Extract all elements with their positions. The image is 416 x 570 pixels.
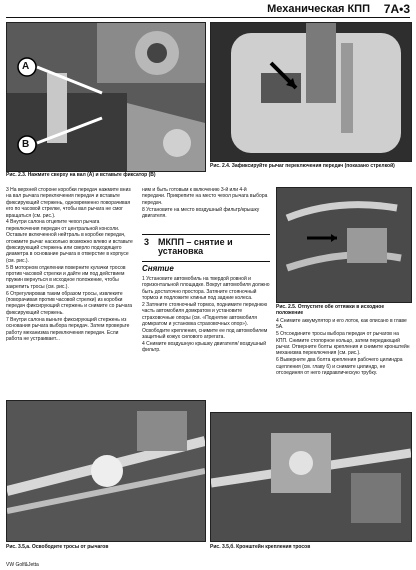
photo-fig-3-5b xyxy=(210,412,412,542)
paragraph: 5 Отсоедините тросы выбора передач от рычагов на КПП. Снимите стопорное кольцо, затем передающий рычаг. Отверните болты крепления и снимите кронштейн механизма переключения (см. рис.). xyxy=(276,331,410,357)
section-title: МКПП – снятие и установка xyxy=(158,237,233,256)
section-number: 3 xyxy=(144,237,150,247)
photo-fig-2-4 xyxy=(210,22,412,162)
paragraph: ним и быть готовым к включению 3-й или 4-й передачи. Прикрепите на место чехол рычага выбора передач. xyxy=(142,187,268,206)
paragraph: 7 Внутри салона выньте фиксирующий стержень из основания рычага выбора передач. Затем проверьте работу механизма переключения передач. Если работа не устраивает... xyxy=(6,316,130,342)
paragraph: 4 Снимите воздушную крышку двигателя/ воздушный фильтр. xyxy=(142,340,267,354)
caption-fig-2-5: Рис. 2.5. Отпустите обе оттяжки в исходное положение xyxy=(276,304,385,316)
subsection-title: Снятие xyxy=(142,264,174,273)
caption-fig-3-5a: Рис. 3.5,а. Освободите тросы от рычагов xyxy=(6,544,109,550)
photo-fig-3-5a xyxy=(6,400,206,542)
paragraph: 4 Внутри салона отцепите чехол рычага переключения передач от центральной консоли. Оставьте включенной нейтраль в коробке передач, отожмите рычаг насколько возможно влево и вставьте фиксирующий стержень или сверло подходящего диаметра в основание рычага в отверстие в корпусе (см. рис.). xyxy=(6,219,133,264)
page-number: 7А•3 xyxy=(383,2,410,16)
text-column-2-after xyxy=(142,276,270,354)
footer-text: VW Golf&Jetta xyxy=(6,562,39,568)
text-column-2 xyxy=(142,187,270,220)
paragraph: 1 Установите автомобиль на твердой ровной и горизонтальной площадке. Вокруг автомобиля должно быть достаточно простора. Затяните стояночный тормоз и подложите клинья под задние колеса. xyxy=(142,276,270,302)
text-column-3 xyxy=(276,318,410,377)
paragraph: 8 Установите на место воздушный фильтр/крышку двигателя. xyxy=(142,206,260,220)
label-b: B xyxy=(22,139,30,150)
text-column-1 xyxy=(6,187,134,343)
paragraph: 4 Снимите аккумулятор и его лоток, как описано в главе 5А. xyxy=(276,318,407,331)
photo-fig-2-3 xyxy=(6,22,206,172)
paragraph: 3 На верхней стороне коробки передач нажмите вниз на вал рычага переключения передач и вставьте фиксирующий стержень, одновременно поворачивая его по часовой стрелке, чтобы вал рычага не смог вращаться (см. рис.). xyxy=(6,187,131,219)
paragraph: 6 Отрегулировав таким образом тросы, извлеките (поворачивая против часовой стрелки) из коробки передач фиксирующий стержень и снимите со рычага фиксирующий стержень. xyxy=(6,290,133,316)
section-title: Механическая КПП xyxy=(267,3,370,15)
caption-fig-2-4: Рис. 2.4. Зафиксируйте рычаг переключения передач (показано стрелкой) xyxy=(210,163,395,169)
paragraph: 2 Затяните стояночный тормоз, поднимите переднюю часть автомобиля домкратом и установите страховочные опоры (см. «Поднятие автомобиля домкратом и установка страховочных опор»). Освободите крепления, снимите ее под автомобилем защитный кожух силового агрегата. xyxy=(142,302,268,341)
caption-fig-2-3: Рис. 2.3. Нажмите сверху на вал (А) и вставьте фиксатор (В) xyxy=(6,172,156,178)
photo-fig-2-5 xyxy=(276,187,412,303)
paragraph: 5 В моторном отделении поверните кулачки тросов против часовой стрелки и дайте им под действием пружин вернуться в исходное положение, чтобы закрепить тросы (см. рис.). xyxy=(6,264,126,290)
paragraph: 6 Выверните два болта крепления рабочего цилиндра сцепления (см. главу 6) и снимите цилиндр, не отсоединяя от него гидравлическую трубку. xyxy=(276,357,403,377)
header-divider xyxy=(6,17,410,18)
label-a: A xyxy=(22,61,30,72)
caption-fig-3-5b: Рис. 3.5,б. Кронштейн крепления тросов xyxy=(210,544,311,550)
